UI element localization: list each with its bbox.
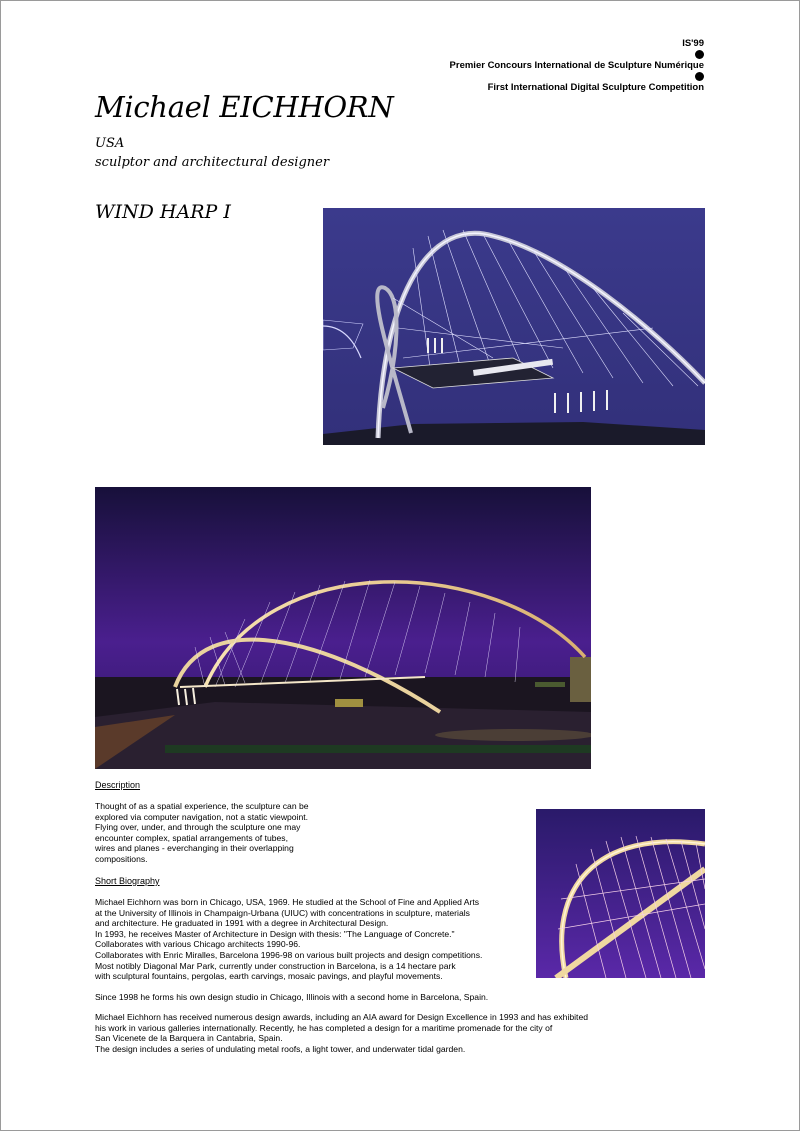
competition-header xyxy=(450,38,704,93)
biography-studio-line: Since 1998 he forms his own design studio in Chicago, Illinois with a second home in Barcelona, Spain. xyxy=(95,992,489,1002)
description-line: wires and planes - everchanging in their overlapping xyxy=(95,843,294,854)
biography-awards xyxy=(95,1012,588,1054)
description-line: encounter complex, spatial arrangements of tubes, xyxy=(95,832,288,843)
artist-name: Michael EICHHORN xyxy=(95,90,394,124)
render-image-night xyxy=(95,487,591,769)
biography-awards-line: San Vicenete de la Barquera in Cantabria, Spain. xyxy=(95,1033,283,1044)
description-line: Thought of as a spatial experience, the sculpture can be xyxy=(95,801,309,811)
render-image-top xyxy=(323,208,705,445)
bullet-dot-icon xyxy=(695,72,704,81)
biography-line: at the University of Illinois in Champaign-Urbana (UIUC) with concentrations in sculpture, materials xyxy=(95,907,470,918)
biography-awards-line: Michael Eichhorn has received numerous design awards, including an AIA award for Design Excellence in 1993 and has exhibited xyxy=(95,1012,589,1022)
competition-title-fr: Premier Concours International de Sculpture Numérique xyxy=(449,60,704,71)
biography-line: with sculptural fountains, pergolas, earth carvings, mosaic pavings, and playful movements. xyxy=(95,971,443,982)
competition-code: IS'99 xyxy=(682,38,704,49)
biography-studio xyxy=(95,992,488,1003)
biography-line: In 1993, he receives Master of Architecture in Design with thesis: "The Language of Concrete." xyxy=(95,928,455,939)
artist-role: sculptor and architectural designer xyxy=(95,155,330,170)
biography-text xyxy=(95,897,482,982)
bullet-dot-icon xyxy=(695,50,704,59)
biography-line: Collaborates with various Chicago architects 1990-96. xyxy=(95,939,301,950)
description-heading: Description xyxy=(95,780,141,790)
render-image-detail xyxy=(536,809,705,978)
work-title: WIND HARP I xyxy=(95,201,231,223)
biography-line: Collaborates with Enric Miralles, Barcelona 1996-98 on various built projects and design competitions. xyxy=(95,949,483,960)
description-line: compositions. xyxy=(95,853,148,864)
description-line: explored via computer navigation, not a static viewpoint. xyxy=(95,811,309,822)
biography-line: Michael Eichhorn was born in Chicago, USA, 1969. He studied at the School of Fine and Applied Arts xyxy=(95,897,480,907)
description-line: Flying over, under, and through the sculpture one may xyxy=(95,822,301,833)
biography-line: Most notibly Diagonal Mar Park, currently under construction in Barcelona, is a 14 hectare park xyxy=(95,960,456,971)
artist-country: USA xyxy=(95,136,125,151)
biography-awards-line: The design includes a series of undulating metal roofs, a light tower, and underwater tidal garden. xyxy=(95,1043,466,1054)
competition-title-en: First International Digital Sculpture Competition xyxy=(487,82,704,93)
biography-line: and architecture. He graduated in 1991 with a degree in Architectural Design. xyxy=(95,918,389,929)
description-text xyxy=(95,801,309,865)
biography-awards-line: his work in various galleries internationally. Recently, he has completed a design for a maritime promenade for the city of xyxy=(95,1022,553,1033)
biography-heading: Short Biography xyxy=(95,876,160,886)
